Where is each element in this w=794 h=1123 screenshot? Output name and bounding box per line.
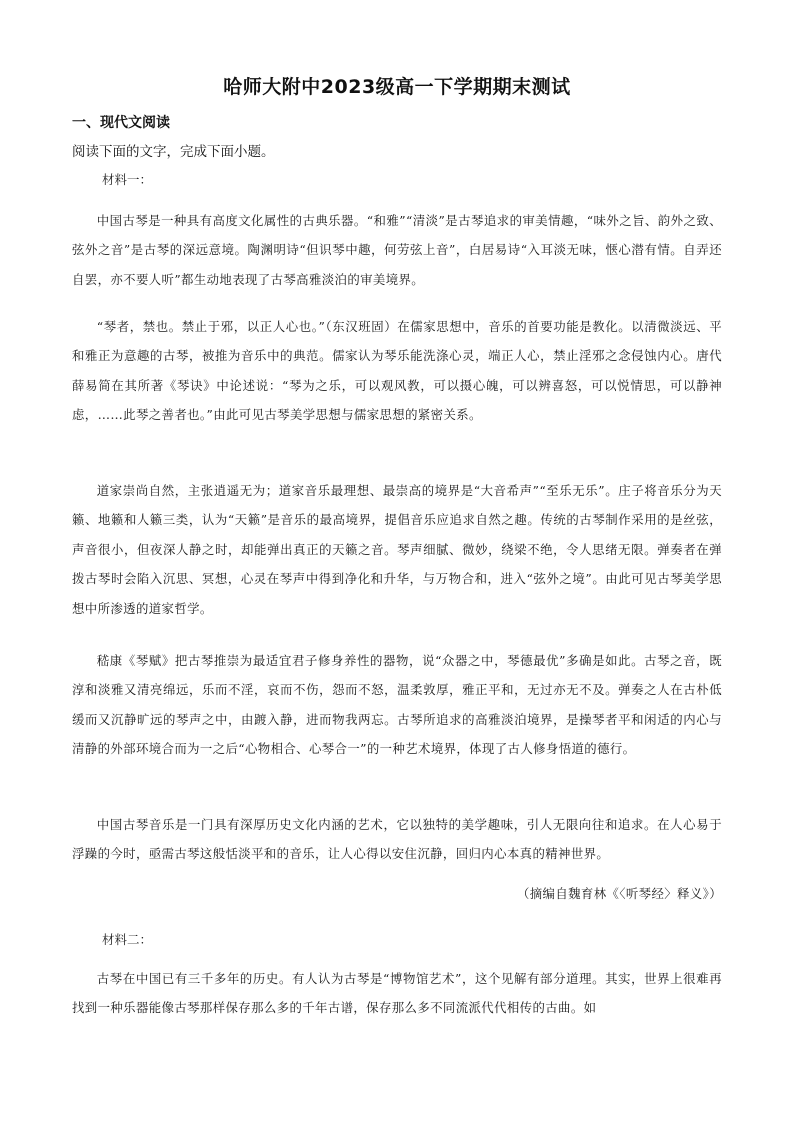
paragraph-3: 道家崇尚自然，主张逍遥无为；道家音乐最理想、最崇高的境界是“大音希声”“至乐无乐”。庄子将音乐分为天籁、地籁和人籁三类，认为“天籁”是音乐的最高境界，提倡音乐应追求自然之趣。传统的古琴制作采用的是丝弦，声音很小，但夜深人静之时，却能弹出真正的天籁之音。琴声细腻、微妙，绕梁不绝，令人思绪无限。弹奏者在弹拨古琴时会陷入沉思、冥想，心灵在琴声中得到净化和升华，与万物合和，进入“弦外之境”。由此可见古琴美学思想中所渗透的道家哲学。 xyxy=(72,483,722,616)
paragraph-5: 中国古琴音乐是一门具有深厚历史文化内涵的艺术，它以独特的美学趣味，引人无限向往和追求。在人心易于浮躁的今时，亟需古琴这般恬淡平和的音乐，让人心得以安住沉静，回归内心本真的精神世界。 xyxy=(72,817,722,862)
material-2-paragraph: 古琴在中国已有三千多年的历史。有人认为古琴是“博物馆艺术”，这个见解有部分道理。其实，世界上很难再找到一种乐器能像古琴那样保存那么多的千年古谱，保存那么多不同流派代代相传的古曲。如 xyxy=(72,971,722,1016)
source-citation: （摘编自魏育林《〈听琴经〉释义》） xyxy=(516,886,722,901)
paragraph-4: 嵇康《琴赋》把古琴推崇为最适宜君子修身养性的器物，说“众器之中，琴德最优”多确是如此。古琴之音，既淳和淡雅又清亮绵远，乐而不淫，哀而不伤，怨而不怒，温柔敦厚，雅正平和，无过亦无不及。弹奏之人在古朴低缓而又沉静旷远的琴声之中，由踱入静，进而物我两忘。古琴所追求的高雅淡泊境界，是操琴者平和闲适的内心与清静的外部环境合而为一之后“心物相合、心琴合一”的一种艺术境界，体现了古人修身悟道的德行。 xyxy=(72,653,722,757)
reading-instruction: 阅读下面的文字，完成下面小题。 xyxy=(72,144,275,160)
material-2-label: 材料二： xyxy=(102,932,153,947)
section-heading: 一、现代文阅读 xyxy=(72,115,170,131)
paragraph-2: “琴者，禁也。禁止于邪，以正人心也。”（东汉班固）在儒家思想中，音乐的首要功能是教化。以清微淡远、平和雅正为意趣的古琴，被推为音乐中的典范。儒家认为琴乐能洗涤心灵，端正人心，禁止淫邪之念侵蚀内心。唐代薛易简在其所著《琴诀》中论述说：“琴为之乐，可以观风教，可以摄心魄，可以辨喜怒，可以悦情思，可以静神虑，……此琴之善者也。”由此可见古琴美学思想与儒家思想的紧密关系。 xyxy=(72,319,722,423)
paragraph-1: 中国古琴是一种具有高度文化属性的古典乐器。“和雅”“清淡”是古琴追求的审美情趣，“味外之旨、韵外之致、弦外之音”是古琴的深远意境。陶渊明诗“但识琴中趣，何劳弦上音”，白居易诗“入耳淡无味，惬心潜有情。自弄还自罢，亦不要人听”都生动地表现了古琴高雅淡泊的审美境界。 xyxy=(72,213,722,287)
page-title: 哈师大附中2023级高一下学期期末测试 xyxy=(223,76,571,98)
material-1-label: 材料一： xyxy=(102,172,153,187)
